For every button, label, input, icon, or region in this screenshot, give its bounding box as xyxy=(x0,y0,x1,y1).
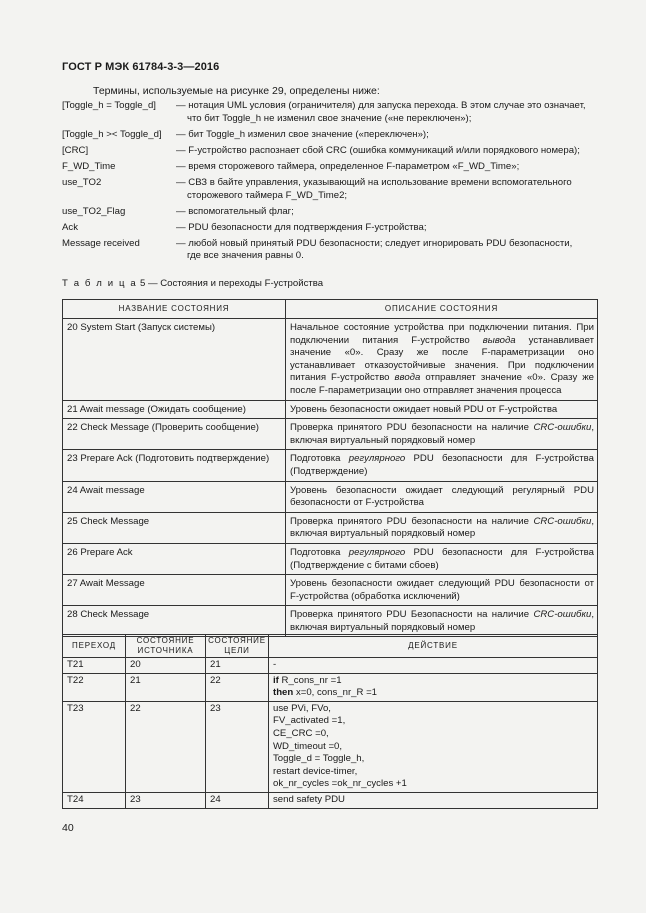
table-row xyxy=(63,658,598,674)
state-description: Уровень безопасности ожидает следующий регулярный PDU безопасности от F-устройства xyxy=(286,481,598,512)
intro-text: Термины, используемые на рисунке 29, определены ниже: xyxy=(93,85,380,97)
term-row xyxy=(62,177,602,202)
term-description: — бит Toggle_h изменил свое значение («переключен»); xyxy=(176,128,429,140)
state-description: Подготовка регулярного PDU безопасности для F-устройства (Подтверждение с битами сбоев) xyxy=(286,543,598,574)
term-description: — PDU безопасности для подтверждения F-устройства; xyxy=(176,221,427,233)
target-state: 21 xyxy=(206,658,269,674)
table-row xyxy=(63,701,598,792)
column-header: ДЕЙСТВИЕ xyxy=(269,635,598,658)
states-table xyxy=(62,299,598,637)
transition-action: send safety PDU xyxy=(269,792,598,808)
term-description: — вспомогательный флаг; xyxy=(176,205,294,217)
table-row xyxy=(63,673,598,701)
term-description: — СВЗ в байте управления, указывающий на использование времени вспомогательного сторожевого таймера F_WD_Time2; xyxy=(176,176,572,201)
page-header: ГОСТ Р МЭК 61784-3-3—2016 xyxy=(62,61,220,73)
table-row xyxy=(63,792,598,808)
state-description: Проверка принятого PDU безопасности на наличие CRC-ошибки, включая виртуальный порядковый номер xyxy=(286,512,598,543)
transition-action: if R_cons_nr =1 then x=0, cons_nr_R =1 xyxy=(269,673,598,701)
column-header: НАЗВАНИЕ СОСТОЯНИЯ xyxy=(63,300,286,319)
table-caption: Т а б л и ц а 5 — Состояния и переходы F-устройства xyxy=(62,278,324,289)
term-row xyxy=(62,129,602,142)
state-description: Уровень безопасности ожидает новый PDU от F-устройства xyxy=(286,400,598,419)
state-name: 25 Check Message xyxy=(63,512,286,543)
target-state: 23 xyxy=(206,701,269,792)
term-name: Ack xyxy=(62,221,78,233)
table-header-row xyxy=(63,300,598,319)
term-row xyxy=(62,100,602,125)
source-state: 22 xyxy=(126,701,206,792)
column-header: ПЕРЕХОД xyxy=(63,635,126,658)
term-description: — нотация UML условия (ограничителя) для запуска перехода. В этом случае это означает, что бит Toggle_h не изменил свое значение («не переключен»); xyxy=(176,100,586,124)
column-header: СОСТОЯНИЕ ЦЕЛИ xyxy=(206,635,269,658)
term-name: Message received xyxy=(62,237,140,249)
term-description: — любой новый принятый PDU безопасности; следует игнорировать PDU безопасности, где все значения равны 0. xyxy=(176,237,573,262)
state-name: 26 Prepare Ack xyxy=(63,543,286,574)
table-row xyxy=(63,419,598,450)
term-description: — время сторожевого таймера, определенное F-параметром «F_WD_Time»; xyxy=(176,160,520,172)
source-state: 23 xyxy=(126,792,206,808)
table-row xyxy=(63,400,598,419)
source-state: 21 xyxy=(126,673,206,701)
term-name: [CRC] xyxy=(62,144,89,156)
page-number: 40 xyxy=(62,822,74,834)
term-name: [Toggle_h = Toggle_d] xyxy=(62,100,156,111)
state-name: 24 Await message xyxy=(63,481,286,512)
target-state: 24 xyxy=(206,792,269,808)
term-description: — F-устройство распознает сбой CRC (ошибка коммуникаций и/или порядкового номера); xyxy=(176,144,580,156)
term-name: F_WD_Time xyxy=(62,160,116,172)
state-name: 23 Prepare Ack (Подготовить подтверждение) xyxy=(63,450,286,481)
source-state: 20 xyxy=(126,658,206,674)
state-name: 20 System Start (Запуск системы) xyxy=(63,319,286,401)
state-name: 27 Await Message xyxy=(63,575,286,606)
transition-id: T22 xyxy=(63,673,126,701)
table-row xyxy=(63,575,598,606)
transitions-table xyxy=(62,634,598,809)
transition-id: T23 xyxy=(63,701,126,792)
target-state: 22 xyxy=(206,673,269,701)
term-row xyxy=(62,145,602,158)
term-row xyxy=(62,206,602,219)
column-header: СОСТОЯНИЕ ИСТОЧНИКА xyxy=(126,635,206,658)
term-name: use_TO2_Flag xyxy=(62,205,126,217)
table-row xyxy=(63,450,598,481)
table-row xyxy=(63,481,598,512)
term-row xyxy=(62,161,602,174)
term-name: use_TO2 xyxy=(62,176,102,188)
term-row xyxy=(62,238,602,263)
state-name: 22 Check Message (Проверить сообщение) xyxy=(63,419,286,450)
table-header-row xyxy=(63,635,598,658)
state-description: Проверка принятого PDU безопасности на наличие CRC-ошибки, включая виртуальный порядковый номер xyxy=(286,419,598,450)
table-row xyxy=(63,606,598,637)
state-description: Уровень безопасности ожидает следующий PDU безопасности от F-устройства (обработка исключений) xyxy=(286,575,598,606)
table-row xyxy=(63,319,598,401)
transition-id: T21 xyxy=(63,658,126,674)
terms-list xyxy=(62,100,602,267)
term-name: [Toggle_h >< Toggle_d] xyxy=(62,128,162,140)
state-description: Начальное состояние устройства при подключении питания. При подключении питания F-устройство выводa устанавливает значение «0». Сразу же после F-параметризации оно устанавливает отказоустойчивые значения. При подключении питания F-устройство ввода отправляет значение «0». Сразу же после F-параметризации оно отправляет значения процесса xyxy=(286,319,598,401)
term-row xyxy=(62,222,602,235)
transition-id: T24 xyxy=(63,792,126,808)
column-header: ОПИСАНИЕ СОСТОЯНИЯ xyxy=(286,300,598,319)
transition-action: use PVi, FVo, FV_activated =1, CE_CRC =0, WD_timeout =0, Toggle_d = Toggle_h, restart device-timer, ok_nr_cycles =ok_nr_cycles +1 xyxy=(269,701,598,792)
state-description: Проверка принятого PDU Безопасности на наличие CRC-ошибки, включая виртуальный порядковый номер xyxy=(286,606,598,637)
transition-action: - xyxy=(269,658,598,674)
table-row xyxy=(63,543,598,574)
state-name: 21 Await message (Ожидать сообщение) xyxy=(63,400,286,419)
state-name: 28 Check Message xyxy=(63,606,286,637)
state-description: Подготовка регулярного PDU безопасности для F-устройства (Подтверждение) xyxy=(286,450,598,481)
table-row xyxy=(63,512,598,543)
